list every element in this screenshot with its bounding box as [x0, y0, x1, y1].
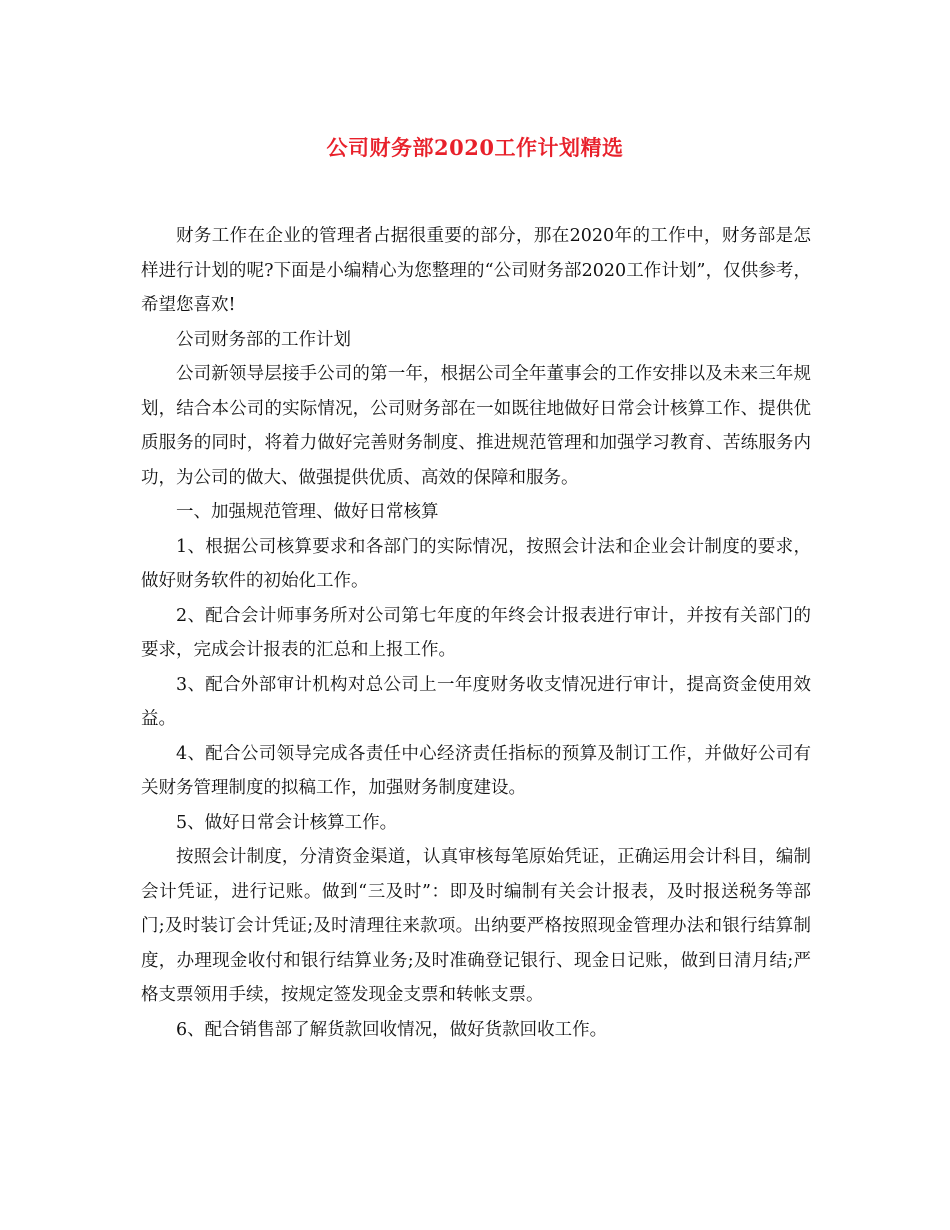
- document-title: 公司财务部2020工作计划精选: [326, 135, 624, 160]
- overview-paragraph: 公司新领导层接手公司的第一年，根据公司全年董事会的工作安排以及未来三年规划，结合本公司的实际情况，公司财务部在一如既往地做好日常会计核算工作、提供优质服务的同时，将着力做好完善财务制度、推进规范管理和加强学习教育、苦练服务内功，为公司的做大、做强提供优质、高效的保障和服务。: [141, 364, 811, 488]
- document-body: [141, 219, 811, 1047]
- list-item-1: 1、根据公司核算要求和各部门的实际情况，按照会计法和企业会计制度的要求，做好财务软件的初始化工作。: [141, 536, 811, 591]
- list-item-4: 4、配合公司领导完成各责任中心经济责任指标的预算及制订工作，并做好公司有关财务管理制度的拟稿工作，加强财务制度建设。: [141, 743, 811, 798]
- list-item-5: 5、做好日常会计核算工作。: [176, 812, 398, 833]
- subsection-heading: 一、加强规范管理、做好日常核算: [176, 502, 439, 522]
- list-item-3: 3、配合外部审计机构对总公司上一年度财务收支情况进行审计，提高资金使用效益。: [141, 674, 811, 729]
- list-item-6: 6、配合销售部了解货款回收情况，做好货款回收工作。: [176, 1019, 608, 1040]
- intro-paragraph: 财务工作在企业的管理者占据很重要的部分，那在2020年的工作中，财务部是怎样进行计划的呢?下面是小编精心为您整理的“公司财务部2020工作计划”，仅供参考，希望您喜欢!: [141, 226, 811, 315]
- section-heading: 公司财务部的工作计划: [176, 329, 351, 350]
- detail-paragraph: 按照会计制度，分清资金渠道，认真审核每笔原始凭证，正确运用会计科目，编制会计凭证，进行记账。做到“三及时”：即及时编制有关会计报表，及时报送税务等部门;及时装订会计凭证;及时清理往来款项。出纳要严格按照现金管理办法和银行结算制度，办理现金收付和银行结算业务;及时准确登记银行、现金日记账，做到日清月结;严格支票领用手续，按规定签发现金支票和转帐支票。: [141, 847, 811, 1005]
- list-item-2: 2、配合会计师事务所对公司第七年度的年终会计报表进行审计，并按有关部门的要求，完成会计报表的汇总和上报工作。: [141, 605, 811, 660]
